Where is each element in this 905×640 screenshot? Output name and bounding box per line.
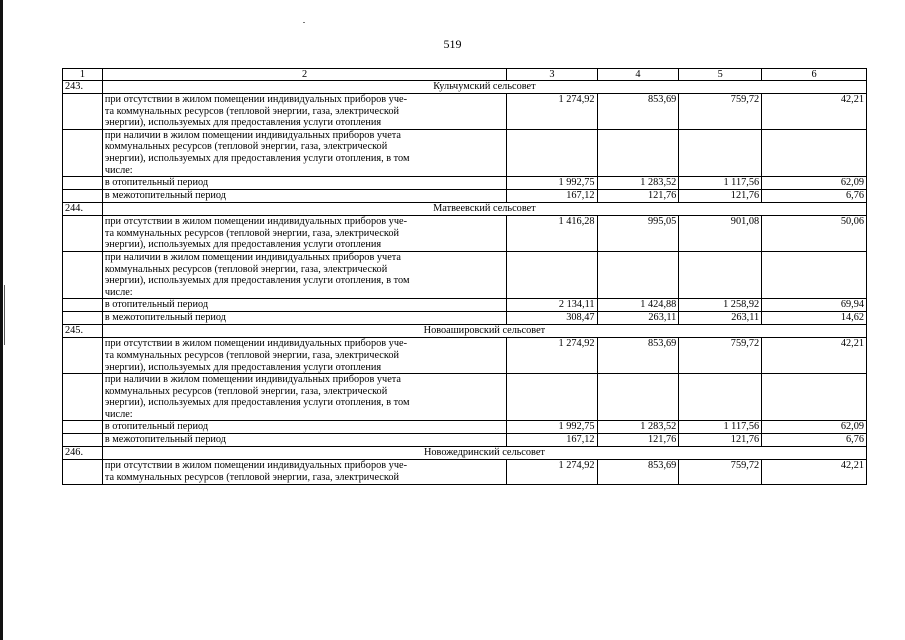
table-row: [63, 177, 867, 190]
scan-speck: [303, 22, 305, 23]
row-description: в межотопительный период: [102, 190, 507, 203]
value-cell: [679, 374, 762, 421]
value-cell: 42,21: [762, 94, 867, 130]
section-row: [63, 203, 867, 216]
value-cell: [597, 251, 679, 298]
value-cell: [597, 374, 679, 421]
value-cell: 853,69: [597, 338, 679, 374]
section-title: Новожедринский сельсовет: [102, 447, 866, 460]
value-cell: 1 992,75: [507, 421, 597, 434]
value-cell: 121,76: [679, 434, 762, 447]
row-description: в отопительный период: [102, 299, 507, 312]
value-cell: 759,72: [679, 94, 762, 130]
value-cell: [507, 129, 597, 176]
table-row: [63, 216, 867, 252]
section-number: 246.: [63, 447, 103, 460]
row-description: в межотопительный период: [102, 434, 507, 447]
value-cell: 1 274,92: [507, 94, 597, 130]
section-row: [63, 447, 867, 460]
value-cell: 995,05: [597, 216, 679, 252]
row-description: при отсутствии в жилом помещении индивидуальных приборов уче- та коммунальных ресурсов (тепловой энергии, газа, электрической энергии), используемых для предоставления услуги отопления: [102, 94, 507, 130]
value-cell: 42,21: [762, 460, 867, 484]
section-row: [63, 325, 867, 338]
table-row: [63, 434, 867, 447]
value-cell: 2 134,11: [507, 299, 597, 312]
value-cell: 759,72: [679, 460, 762, 484]
value-cell: [679, 129, 762, 176]
row-description: при отсутствии в жилом помещении индивидуальных приборов уче- та коммунальных ресурсов (тепловой энергии, газа, электрической энергии), используемых для предоставления услуги отопления: [102, 216, 507, 252]
column-number: 6: [762, 69, 867, 81]
row-number-cell: [63, 374, 103, 421]
value-cell: 263,11: [679, 312, 762, 325]
section-number: 245.: [63, 325, 103, 338]
row-description: при отсутствии в жилом помещении индивидуальных приборов уче- та коммунальных ресурсов (тепловой энергии, газа, электрической: [102, 460, 507, 484]
row-description: при наличии в жилом помещении индивидуальных приборов учета коммунальных ресурсов (тепловой энергии, газа, электрической энергии), используемых для предоставления услуги отопления, в том числе:: [102, 374, 507, 421]
column-number: 3: [507, 69, 597, 81]
row-number-cell: [63, 434, 103, 447]
value-cell: 308,47: [507, 312, 597, 325]
table-row: [63, 190, 867, 203]
column-number: 5: [679, 69, 762, 81]
scan-edge: [0, 0, 3, 640]
value-cell: 167,12: [507, 434, 597, 447]
row-number-cell: [63, 94, 103, 130]
value-cell: 1 117,56: [679, 421, 762, 434]
section-title: Матвеевский сельсовет: [102, 203, 866, 216]
row-number-cell: [63, 460, 103, 484]
table-row: [63, 338, 867, 374]
scan-edge-mark: [4, 285, 5, 345]
column-number: 1: [63, 69, 103, 81]
row-number-cell: [63, 216, 103, 252]
row-number-cell: [63, 312, 103, 325]
row-description: при наличии в жилом помещении индивидуальных приборов учета коммунальных ресурсов (тепловой энергии, газа, электрической энергии), используемых для предоставления услуги отопления, в том числе:: [102, 251, 507, 298]
table-row: [63, 421, 867, 434]
value-cell: 1 117,56: [679, 177, 762, 190]
tariff-table-body: [63, 69, 867, 485]
page-number: 519: [443, 37, 462, 51]
section-title: Новоашировский сельсовет: [102, 325, 866, 338]
value-cell: 6,76: [762, 190, 867, 203]
table-row: [63, 251, 867, 298]
value-cell: 121,76: [597, 190, 679, 203]
value-cell: 1 424,88: [597, 299, 679, 312]
section-number: 244.: [63, 203, 103, 216]
table-row: [63, 460, 867, 484]
row-description: в отопительный период: [102, 421, 507, 434]
value-cell: 121,76: [679, 190, 762, 203]
value-cell: 1 274,92: [507, 338, 597, 374]
section-title: Кульчумский сельсовет: [102, 81, 866, 94]
row-description: при отсутствии в жилом помещении индивидуальных приборов уче- та коммунальных ресурсов (тепловой энергии, газа, электрической энергии), используемых для предоставления услуги отопления: [102, 338, 507, 374]
value-cell: 14,62: [762, 312, 867, 325]
table-row: [63, 129, 867, 176]
value-cell: 6,76: [762, 434, 867, 447]
value-cell: 759,72: [679, 338, 762, 374]
value-cell: 1 992,75: [507, 177, 597, 190]
row-number-cell: [63, 177, 103, 190]
table-row: [63, 312, 867, 325]
row-number-cell: [63, 190, 103, 203]
table-row: [63, 94, 867, 130]
value-cell: 1 283,52: [597, 177, 679, 190]
column-number-row: [63, 69, 867, 81]
row-number-cell: [63, 299, 103, 312]
value-cell: 62,09: [762, 421, 867, 434]
section-row: [63, 81, 867, 94]
value-cell: 121,76: [597, 434, 679, 447]
value-cell: 62,09: [762, 177, 867, 190]
value-cell: [507, 251, 597, 298]
value-cell: [762, 374, 867, 421]
value-cell: 42,21: [762, 338, 867, 374]
row-number-cell: [63, 421, 103, 434]
value-cell: [507, 374, 597, 421]
value-cell: 901,08: [679, 216, 762, 252]
row-description: при наличии в жилом помещении индивидуальных приборов учета коммунальных ресурсов (тепловой энергии, газа, электрической энергии), используемых для предоставления услуги отопления, в том числе:: [102, 129, 507, 176]
value-cell: [597, 129, 679, 176]
value-cell: 853,69: [597, 460, 679, 484]
value-cell: 50,06: [762, 216, 867, 252]
column-number: 4: [597, 69, 679, 81]
value-cell: 1 283,52: [597, 421, 679, 434]
row-number-cell: [63, 251, 103, 298]
tariff-table: [62, 68, 867, 485]
value-cell: 853,69: [597, 94, 679, 130]
section-number: 243.: [63, 81, 103, 94]
table-row: [63, 374, 867, 421]
value-cell: 1 258,92: [679, 299, 762, 312]
value-cell: [762, 129, 867, 176]
column-number: 2: [102, 69, 507, 81]
value-cell: 263,11: [597, 312, 679, 325]
value-cell: 167,12: [507, 190, 597, 203]
value-cell: 1 416,28: [507, 216, 597, 252]
table-row: [63, 299, 867, 312]
value-cell: [679, 251, 762, 298]
row-description: в межотопительный период: [102, 312, 507, 325]
value-cell: 69,94: [762, 299, 867, 312]
row-number-cell: [63, 338, 103, 374]
row-number-cell: [63, 129, 103, 176]
row-description: в отопительный период: [102, 177, 507, 190]
value-cell: [762, 251, 867, 298]
value-cell: 1 274,92: [507, 460, 597, 484]
